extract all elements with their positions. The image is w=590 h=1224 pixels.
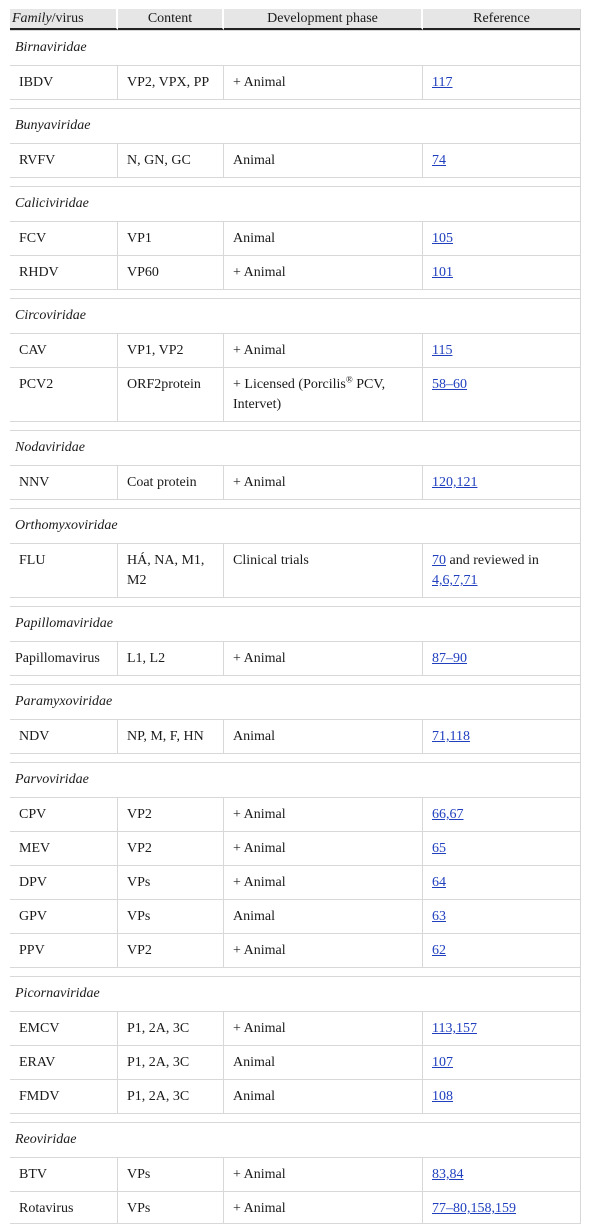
spacer-cell — [10, 753, 580, 762]
table-row — [10, 797, 580, 831]
virus-cell: FMDV — [10, 1079, 118, 1113]
reference-cell — [423, 333, 580, 367]
content-cell: NP, M, F, HN — [118, 719, 224, 753]
family-name: Papillomaviridae — [10, 606, 580, 641]
content-cell: VP2 — [118, 797, 224, 831]
reference-link[interactable]: 4,6,7,71 — [432, 573, 478, 588]
virus-table-container — [10, 9, 580, 1224]
content-cell: VP2 — [118, 831, 224, 865]
spacer-row — [10, 1113, 580, 1122]
table-row — [10, 333, 580, 367]
family-row — [10, 508, 580, 543]
phase-text: Animal — [233, 909, 275, 924]
content-cell: P1, 2A, 3C — [118, 1079, 224, 1113]
reference-cell — [423, 1157, 580, 1191]
phase-text: + Licensed (Porcilis — [233, 377, 346, 392]
spacer-row — [10, 289, 580, 298]
reference-cell — [423, 1011, 580, 1045]
virus-cell: FLU — [10, 543, 118, 597]
phase-cell — [224, 641, 423, 675]
phase-text: Animal — [233, 153, 275, 168]
reference-link[interactable]: 62 — [432, 943, 446, 958]
phase-cell — [224, 899, 423, 933]
table-row — [10, 465, 580, 499]
family-name: Birnaviridae — [10, 30, 580, 65]
family-name: Nodaviridae — [10, 430, 580, 465]
reference-link[interactable]: 113,157 — [432, 1021, 477, 1036]
content-cell: N, GN, GC — [118, 143, 224, 177]
reference-text: and reviewed in — [446, 553, 539, 568]
family-name: Reoviridae — [10, 1122, 580, 1157]
phase-text: Animal — [233, 729, 275, 744]
phase-cell — [224, 865, 423, 899]
phase-cell — [224, 367, 423, 421]
phase-cell — [224, 831, 423, 865]
phase-text: + Animal — [233, 651, 286, 666]
virus-cell: CPV — [10, 797, 118, 831]
phase-text: + Animal — [233, 1201, 286, 1216]
reference-cell — [423, 543, 580, 597]
virus-cell: Papillomavirus — [10, 641, 118, 675]
reference-cell — [423, 255, 580, 289]
reference-link[interactable]: 83,84 — [432, 1167, 464, 1182]
phase-text: + Animal — [233, 807, 286, 822]
virus-cell: Rotavirus — [10, 1191, 118, 1223]
table-row — [10, 933, 580, 967]
header-family-virus: Family/virus — [10, 9, 118, 30]
spacer-row — [10, 177, 580, 186]
table-row — [10, 65, 580, 99]
content-cell: VPs — [118, 1191, 224, 1223]
spacer-row — [10, 499, 580, 508]
phase-cell — [224, 1011, 423, 1045]
phase-text: + Animal — [233, 875, 286, 890]
reference-link[interactable]: 64 — [432, 875, 446, 890]
table-body — [10, 30, 580, 1223]
virus-cell: PPV — [10, 933, 118, 967]
reference-link[interactable]: 63 — [432, 909, 446, 924]
table-row — [10, 1191, 580, 1223]
table-row — [10, 641, 580, 675]
table-row — [10, 1157, 580, 1191]
phase-cell — [224, 465, 423, 499]
table-header-row — [10, 9, 580, 30]
table-row — [10, 143, 580, 177]
spacer-cell — [10, 289, 580, 298]
phase-cell — [224, 797, 423, 831]
registered-mark: ® — [345, 374, 353, 385]
virus-cell: RHDV — [10, 255, 118, 289]
header-development-phase: Development phase — [224, 9, 423, 30]
phase-text: + Animal — [233, 841, 286, 856]
virus-cell: IBDV — [10, 65, 118, 99]
table-row — [10, 367, 580, 421]
reference-cell — [423, 899, 580, 933]
content-cell: P1, 2A, 3C — [118, 1045, 224, 1079]
reference-link[interactable]: 71,118 — [432, 729, 470, 744]
phase-text: + Animal — [233, 943, 286, 958]
virus-cell: BTV — [10, 1157, 118, 1191]
reference-link[interactable]: 108 — [432, 1089, 453, 1104]
spacer-cell — [10, 421, 580, 430]
content-cell: VP60 — [118, 255, 224, 289]
header-content: Content — [118, 9, 224, 30]
virus-cell: PCV2 — [10, 367, 118, 421]
reference-cell — [423, 65, 580, 99]
spacer-cell — [10, 597, 580, 606]
reference-cell — [423, 221, 580, 255]
reference-cell — [423, 719, 580, 753]
content-cell: P1, 2A, 3C — [118, 1011, 224, 1045]
reference-cell — [423, 865, 580, 899]
phase-cell — [224, 719, 423, 753]
header-reference: Reference — [423, 9, 580, 30]
table-row — [10, 831, 580, 865]
family-name: Orthomyxoviridae — [10, 508, 580, 543]
phase-cell — [224, 255, 423, 289]
phase-cell — [224, 1079, 423, 1113]
family-row — [10, 186, 580, 221]
reference-link[interactable]: 70 — [432, 553, 446, 568]
virus-cell: MEV — [10, 831, 118, 865]
virus-table — [10, 9, 581, 1224]
family-row — [10, 1122, 580, 1157]
reference-cell — [423, 797, 580, 831]
reference-cell — [423, 1045, 580, 1079]
content-cell: ORF2protein — [118, 367, 224, 421]
table-row — [10, 899, 580, 933]
phase-cell — [224, 65, 423, 99]
family-name: Parvoviridae — [10, 762, 580, 797]
reference-cell — [423, 465, 580, 499]
phase-text-tail: PCV, Intervet) — [233, 377, 386, 412]
virus-cell: NNV — [10, 465, 118, 499]
reference-link[interactable]: 117 — [432, 75, 453, 90]
content-cell: VPs — [118, 1157, 224, 1191]
virus-cell: NDV — [10, 719, 118, 753]
phase-text: Animal — [233, 231, 275, 246]
phase-cell — [224, 543, 423, 597]
reference-link[interactable]: 107 — [432, 1055, 453, 1070]
table-row — [10, 221, 580, 255]
reference-link[interactable]: 74 — [432, 153, 446, 168]
family-row — [10, 430, 580, 465]
reference-link[interactable]: 58–60 — [432, 377, 467, 392]
content-cell: VP1, VP2 — [118, 333, 224, 367]
virus-cell: ERAV — [10, 1045, 118, 1079]
content-cell: VP1 — [118, 221, 224, 255]
phase-cell — [224, 221, 423, 255]
phase-text: Animal — [233, 1089, 275, 1104]
phase-text: + Animal — [233, 343, 286, 358]
spacer-cell — [10, 1113, 580, 1122]
family-row — [10, 684, 580, 719]
reference-link[interactable]: 101 — [432, 265, 453, 280]
family-name: Circoviridae — [10, 298, 580, 333]
virus-cell: RVFV — [10, 143, 118, 177]
spacer-row — [10, 421, 580, 430]
family-row — [10, 976, 580, 1011]
reference-cell — [423, 831, 580, 865]
family-name: Paramyxoviridae — [10, 684, 580, 719]
reference-cell — [423, 367, 580, 421]
reference-link[interactable]: 77–80,158,159 — [432, 1201, 516, 1216]
reference-link[interactable]: 66,67 — [432, 807, 464, 822]
phase-cell — [224, 143, 423, 177]
spacer-row — [10, 753, 580, 762]
phase-cell — [224, 1191, 423, 1223]
family-name: Bunyaviridae — [10, 108, 580, 143]
phase-text: + Animal — [233, 265, 286, 280]
phase-text: + Animal — [233, 1021, 286, 1036]
spacer-cell — [10, 177, 580, 186]
table-row — [10, 1011, 580, 1045]
content-cell: VPs — [118, 865, 224, 899]
content-cell: VPs — [118, 899, 224, 933]
content-cell: VP2 — [118, 933, 224, 967]
table-row — [10, 255, 580, 289]
reference-cell — [423, 143, 580, 177]
spacer-row — [10, 675, 580, 684]
table-row — [10, 865, 580, 899]
phase-text: + Animal — [233, 75, 286, 90]
reference-cell — [423, 933, 580, 967]
spacer-cell — [10, 499, 580, 508]
spacer-cell — [10, 675, 580, 684]
phase-cell — [224, 933, 423, 967]
phase-cell — [224, 1045, 423, 1079]
reference-link[interactable]: 105 — [432, 231, 453, 246]
reference-cell — [423, 1191, 580, 1223]
phase-text: + Animal — [233, 1167, 286, 1182]
table-row — [10, 1079, 580, 1113]
family-name: Picornaviridae — [10, 976, 580, 1011]
table-row — [10, 1045, 580, 1079]
family-row — [10, 606, 580, 641]
virus-cell: CAV — [10, 333, 118, 367]
content-cell: Coat protein — [118, 465, 224, 499]
phase-text: Animal — [233, 1055, 275, 1070]
spacer-row — [10, 967, 580, 976]
spacer-cell — [10, 967, 580, 976]
content-cell: VP2, VPX, PP — [118, 65, 224, 99]
reference-cell — [423, 1079, 580, 1113]
phase-text: + Animal — [233, 475, 286, 490]
phase-cell — [224, 333, 423, 367]
reference-cell — [423, 641, 580, 675]
virus-cell: GPV — [10, 899, 118, 933]
family-name: Caliciviridae — [10, 186, 580, 221]
phase-text: Clinical trials — [233, 553, 309, 568]
family-row — [10, 762, 580, 797]
reference-link[interactable]: 87–90 — [432, 651, 467, 666]
content-cell: L1, L2 — [118, 641, 224, 675]
reference-link[interactable]: 120,121 — [432, 475, 478, 490]
spacer-cell — [10, 99, 580, 108]
table-row — [10, 543, 580, 597]
content-cell: HÁ, NA, M1, M2 — [118, 543, 224, 597]
spacer-row — [10, 99, 580, 108]
virus-cell: DPV — [10, 865, 118, 899]
virus-cell: FCV — [10, 221, 118, 255]
phase-cell — [224, 1157, 423, 1191]
virus-cell: EMCV — [10, 1011, 118, 1045]
reference-link[interactable]: 65 — [432, 841, 446, 856]
family-row — [10, 298, 580, 333]
table-row — [10, 719, 580, 753]
reference-link[interactable]: 115 — [432, 343, 453, 358]
family-row — [10, 108, 580, 143]
family-row — [10, 30, 580, 65]
spacer-row — [10, 597, 580, 606]
